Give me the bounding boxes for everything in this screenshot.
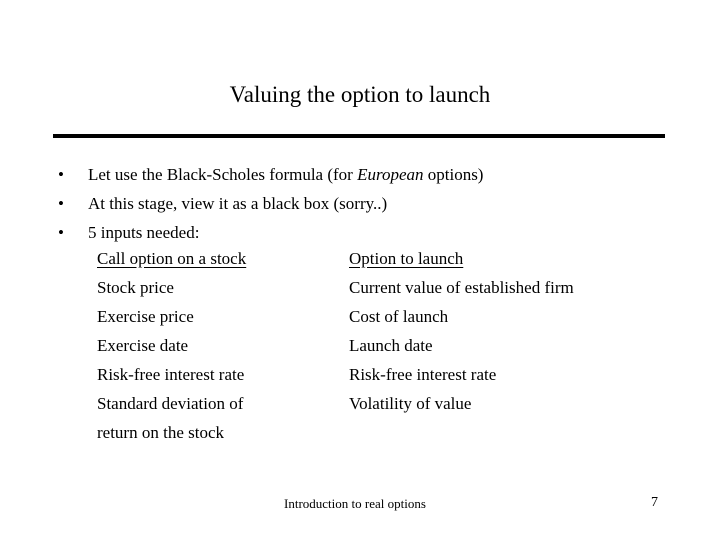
title-divider xyxy=(53,134,665,138)
launch-option-input: Volatility of value xyxy=(349,394,472,413)
launch-option-column xyxy=(349,244,649,418)
bullet-list xyxy=(58,160,483,247)
launch-option-input: Launch date xyxy=(349,336,433,355)
call-option-input: Risk-free interest rate xyxy=(97,365,245,384)
call-option-input: return on the stock xyxy=(97,423,224,442)
bullet-text: At this stage, view it as a black box (sorry..) xyxy=(88,194,388,213)
call-option-input: Standard deviation of xyxy=(97,394,244,413)
launch-option-input: Risk-free interest rate xyxy=(349,365,497,384)
bullet-item xyxy=(58,218,483,247)
launch-option-header: Option to launch xyxy=(349,249,464,268)
bullet-item xyxy=(58,189,483,218)
bullet-emphasis: European xyxy=(357,165,424,184)
bullet-text: Let use the Black-Scholes formula (for xyxy=(88,165,358,184)
bullet-marker: • xyxy=(58,223,64,242)
launch-option-input: Current value of established firm xyxy=(349,278,574,297)
page-number: 7 xyxy=(651,495,658,510)
bullet-marker: • xyxy=(58,165,64,184)
bullet-text-end: options) xyxy=(423,165,484,184)
call-option-input: Exercise price xyxy=(97,307,194,326)
call-option-input: Exercise date xyxy=(97,336,189,355)
launch-option-input: Cost of launch xyxy=(349,307,449,326)
footer-text: Introduction to real options xyxy=(284,496,426,511)
bullet-marker: • xyxy=(58,194,64,213)
call-option-column xyxy=(97,244,317,447)
call-option-input: Stock price xyxy=(97,278,174,297)
bullet-text: 5 inputs needed: xyxy=(88,223,200,242)
slide-title: Valuing the option to launch xyxy=(229,82,491,107)
bullet-item xyxy=(58,160,483,189)
call-option-header: Call option on a stock xyxy=(97,249,247,268)
